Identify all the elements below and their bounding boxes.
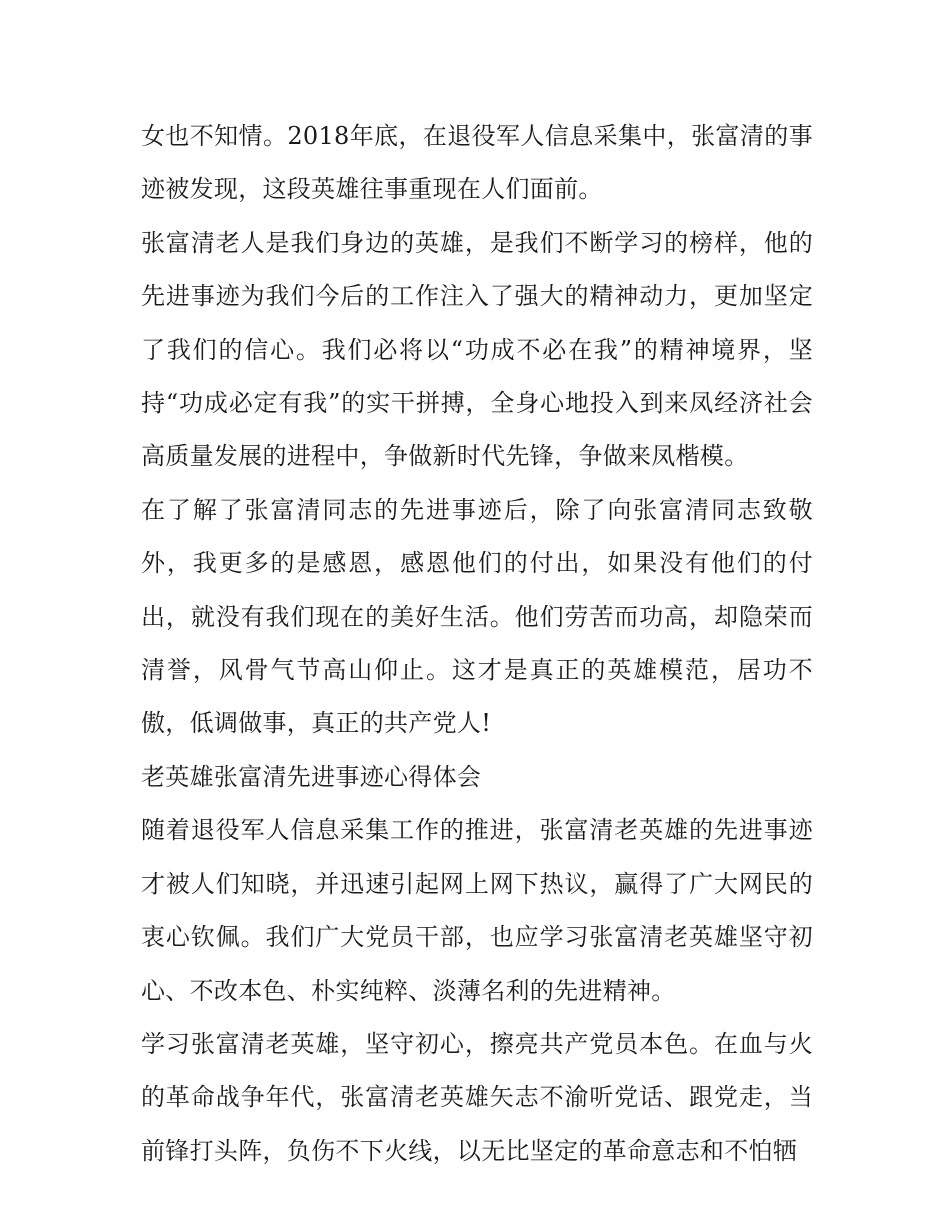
paragraph-hero-example: 张富清老人是我们身边的英雄，是我们不断学习的榜样，他的先进事迹为我们今后的工作注入了强大的精神动力，更加坚定了我们的信心。我们必将以“功成不必在我”的精神境界，坚持“功成必定有我”的实干拼搏，全身心地投入到来凤经济社会高质量发展的进程中，争做新时代先锋，争做来凤楷模。 bbox=[141, 228, 813, 471]
paragraph-continuation: 女也不知情。2018年底，在退役军人信息采集中，张富清的事迹被发现，这段英雄往事重现在人们面前。 bbox=[141, 122, 813, 204]
paragraph-gratitude: 在了解了张富清同志的先进事迹后，除了向张富清同志致敬外，我更多的是感恩，感恩他们的付出，如果没有他们的付出，就没有我们现在的美好生活。他们劳苦而功高，却隐荣而清誉，风骨气节高山仰止。这才是真正的英雄模范，居功不傲，低调做事，真正的共产党人! bbox=[141, 495, 813, 738]
paragraph-learning: 学习张富清老英雄，坚守初心，擦亮共产党员本色。在血与火的革命战争年代，张富清老英雄矢志不渝听党话、跟党走，当前锋打头阵，负伤不下火线，以无比坚定的革命意志和不怕牺 bbox=[141, 1029, 813, 1165]
document-body bbox=[141, 110, 813, 1178]
paragraph-recognition: 随着退役军人信息采集工作的推进，张富清老英雄的先进事迹才被人们知晓，并迅速引起网上网下热议，赢得了广大网民的衷心钦佩。我们广大党员干部，也应学习张富清老英雄坚守初心、不改本色、朴实纯粹、淡薄名利的先进精神。 bbox=[141, 816, 813, 1005]
section-title: 老英雄张富清先进事迹心得体会 bbox=[141, 762, 482, 791]
